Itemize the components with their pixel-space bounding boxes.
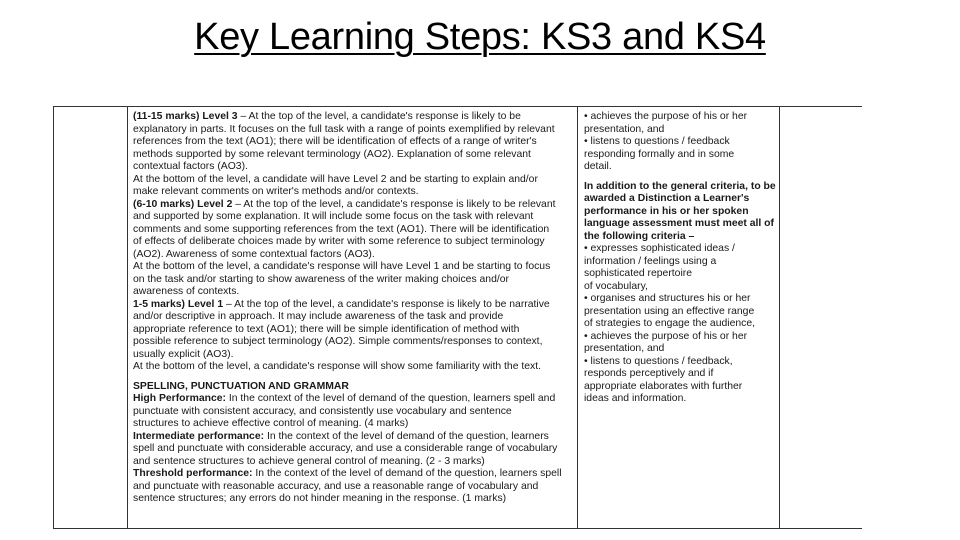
body-text: • achieves the purpose of his or her	[584, 111, 748, 122]
text-line	[133, 124, 575, 137]
bold-heading: Threshold performance:	[133, 468, 253, 479]
bold-heading: SPELLING, PUNCTUATION AND GRAMMAR	[133, 380, 349, 392]
body-text: information / feelings using a	[584, 255, 717, 267]
body-text: – At the top of the level, a candidate's response is likely to be relevant	[232, 198, 556, 210]
bold-heading: the following criteria –	[584, 230, 695, 242]
text-line	[584, 356, 778, 369]
body-text: appropriate elaborates with further	[584, 380, 743, 392]
text-line	[133, 406, 575, 419]
text-line	[133, 199, 575, 212]
bold-heading: (11-15 marks) Level 3	[133, 111, 238, 122]
bold-heading: In addition to the general criteria, to be	[584, 180, 776, 192]
body-text: presentation, and	[584, 123, 665, 135]
text-line	[584, 149, 778, 162]
text-line	[584, 193, 778, 206]
body-text: and sentence structures to achieve general control of meaning. (2 - 3 marks)	[133, 455, 485, 467]
body-text: At the bottom of the level, a candidate will have Level 2 and be starting to explain and/or	[133, 173, 538, 185]
body-text: In the context of the level of demand of the question, learners	[264, 430, 549, 442]
text-line	[584, 368, 778, 381]
body-text: and/or descriptive in approach. It may include awareness of the task and provide	[133, 311, 504, 322]
text-line	[133, 299, 575, 312]
bold-heading: (6-10 marks) Level 2	[133, 198, 233, 210]
body-text: presentation, and	[584, 343, 665, 354]
text-line	[133, 161, 575, 174]
text-line	[584, 268, 778, 281]
body-text: and supported by some explanation. It will include some focus on the task with relevant	[133, 211, 534, 222]
text-line	[133, 349, 575, 362]
text-line	[584, 218, 778, 231]
body-text: • organises and structures his or her	[584, 293, 751, 304]
body-text: presentation using an effective range	[584, 305, 755, 317]
body-text: usually explicit (AO3).	[133, 348, 234, 360]
body-text: At the bottom of the level, a candidate's response will have Level 1 and be starting to focus	[133, 261, 551, 272]
body-text: responds perceptively and if	[584, 368, 714, 379]
page-title: Key Learning Steps: KS3 and KS4	[194, 16, 766, 58]
body-text: responding formally and in some	[584, 148, 735, 160]
text-line	[584, 381, 778, 394]
text-line	[584, 343, 778, 356]
body-text: • achieves the purpose of his or her	[584, 330, 748, 342]
body-text: ideas and information.	[584, 393, 687, 404]
body-text: At the bottom of the level, a candidate's response will show some familiarity with the text.	[133, 361, 541, 372]
body-text: In the context of the level of demand of the question, learners spell and	[225, 393, 556, 404]
text-line	[584, 111, 778, 124]
body-text: • listens to questions / feedback,	[584, 355, 733, 367]
text-line	[584, 331, 778, 344]
text-line	[133, 431, 575, 444]
text-line	[584, 393, 778, 406]
body-text: structures to achieve effective control of meaning. (4 marks)	[133, 418, 409, 429]
paragraph-gap	[133, 374, 575, 381]
text-line	[133, 174, 575, 187]
bold-heading: language assessment must meet all of	[584, 218, 774, 229]
text-line	[133, 481, 575, 494]
table-left-border	[53, 106, 54, 529]
bold-heading: performance in his or her spoken	[584, 205, 749, 217]
body-text: spell and punctuate with considerable accuracy, and use a considerable range of vocabulary	[133, 443, 558, 454]
body-text: of effects of deliberate choices made by writer with some reference to subject terminology	[133, 236, 545, 247]
text-line	[133, 274, 575, 287]
body-text: appropriate reference to text (AO1); there will be simple identification of method with	[133, 323, 520, 335]
assessment-criteria-cell	[133, 111, 575, 525]
body-text: explanatory in parts. It focuses on the full task with a range of points exemplified by relevant	[133, 123, 555, 135]
body-text: punctuate with consistent accuracy, and consistently use vocabulary and sentence	[133, 405, 512, 417]
text-line	[133, 381, 575, 394]
text-line	[133, 393, 575, 406]
text-line	[133, 236, 575, 249]
text-line	[133, 324, 575, 337]
text-line	[133, 211, 575, 224]
bold-heading: 1-5 marks) Level 1	[133, 298, 224, 310]
text-line	[584, 181, 778, 194]
text-line	[133, 456, 575, 469]
text-line	[584, 243, 778, 256]
body-text: on the task and/or starting to show awareness of the writer making choices and/or	[133, 273, 509, 285]
text-line	[133, 249, 575, 262]
text-line	[133, 224, 575, 237]
text-line	[133, 361, 575, 374]
table-top-border	[53, 106, 862, 107]
text-line	[133, 286, 575, 299]
body-text: make relevant comments on writer's methods and/or contexts.	[133, 186, 419, 197]
body-text: sentence structures; any errors do not hinder meaning in the response. (1 marks)	[133, 493, 507, 504]
bold-heading: High Performance:	[133, 393, 226, 404]
text-line	[133, 111, 575, 124]
body-text: • listens to questions / feedback	[584, 136, 730, 147]
text-line	[584, 281, 778, 294]
column-divider-1	[127, 106, 128, 529]
text-line	[133, 136, 575, 149]
text-line	[133, 418, 575, 431]
text-line	[133, 149, 575, 162]
body-text: – At the top of the level, a candidate's response is likely to be narrative	[223, 298, 550, 310]
body-text: possible reference to subject terminology (AO2). Simple comments/responses to context,	[133, 336, 543, 347]
body-text: – At the top of the level, a candidate's response is likely to be	[237, 111, 521, 122]
body-text: references from the text (AO1); there will be identification of effects of a range of writer's	[133, 136, 537, 147]
paragraph-gap	[584, 174, 778, 181]
body-text: methods supported by some relevant terminology (AO2). Explanation of some relevant	[133, 148, 531, 160]
body-text: and punctuate with reasonable accuracy, and use a reasonable range of vocabulary and	[133, 480, 539, 492]
body-text: of strategies to engage the audience,	[584, 318, 755, 329]
text-line	[584, 256, 778, 269]
text-line	[133, 468, 575, 481]
text-line	[133, 336, 575, 349]
body-text: detail.	[584, 161, 612, 172]
spoken-language-criteria-cell	[584, 111, 778, 525]
text-line	[584, 306, 778, 319]
bold-heading: Intermediate performance:	[133, 430, 265, 442]
text-line	[584, 293, 778, 306]
text-line	[133, 186, 575, 199]
body-text: (AO2). Awareness of some contextual factors (AO3).	[133, 248, 375, 260]
column-divider-2	[577, 106, 578, 529]
text-line	[133, 443, 575, 456]
text-line	[584, 206, 778, 219]
text-line	[584, 161, 778, 174]
text-line	[584, 136, 778, 149]
body-text: In the context of the level of demand of the question, learners spell	[252, 468, 562, 479]
text-line	[584, 231, 778, 244]
text-line	[133, 311, 575, 324]
text-line	[584, 124, 778, 137]
column-divider-3	[779, 106, 780, 529]
text-line	[133, 493, 575, 506]
body-text: of vocabulary,	[584, 280, 648, 292]
criteria-table	[53, 106, 862, 529]
body-text: awareness of contexts.	[133, 286, 240, 297]
body-text: • expresses sophisticated ideas /	[584, 243, 735, 254]
body-text: comments and some supporting references from the text (AO1). There will be identification	[133, 223, 550, 235]
body-text: sophisticated repertoire	[584, 268, 693, 279]
text-line	[584, 318, 778, 331]
text-line	[133, 261, 575, 274]
bold-heading: awarded a Distinction a Learner's	[584, 193, 750, 204]
body-text: contextual factors (AO3).	[133, 161, 248, 172]
table-bottom-border	[53, 528, 862, 529]
